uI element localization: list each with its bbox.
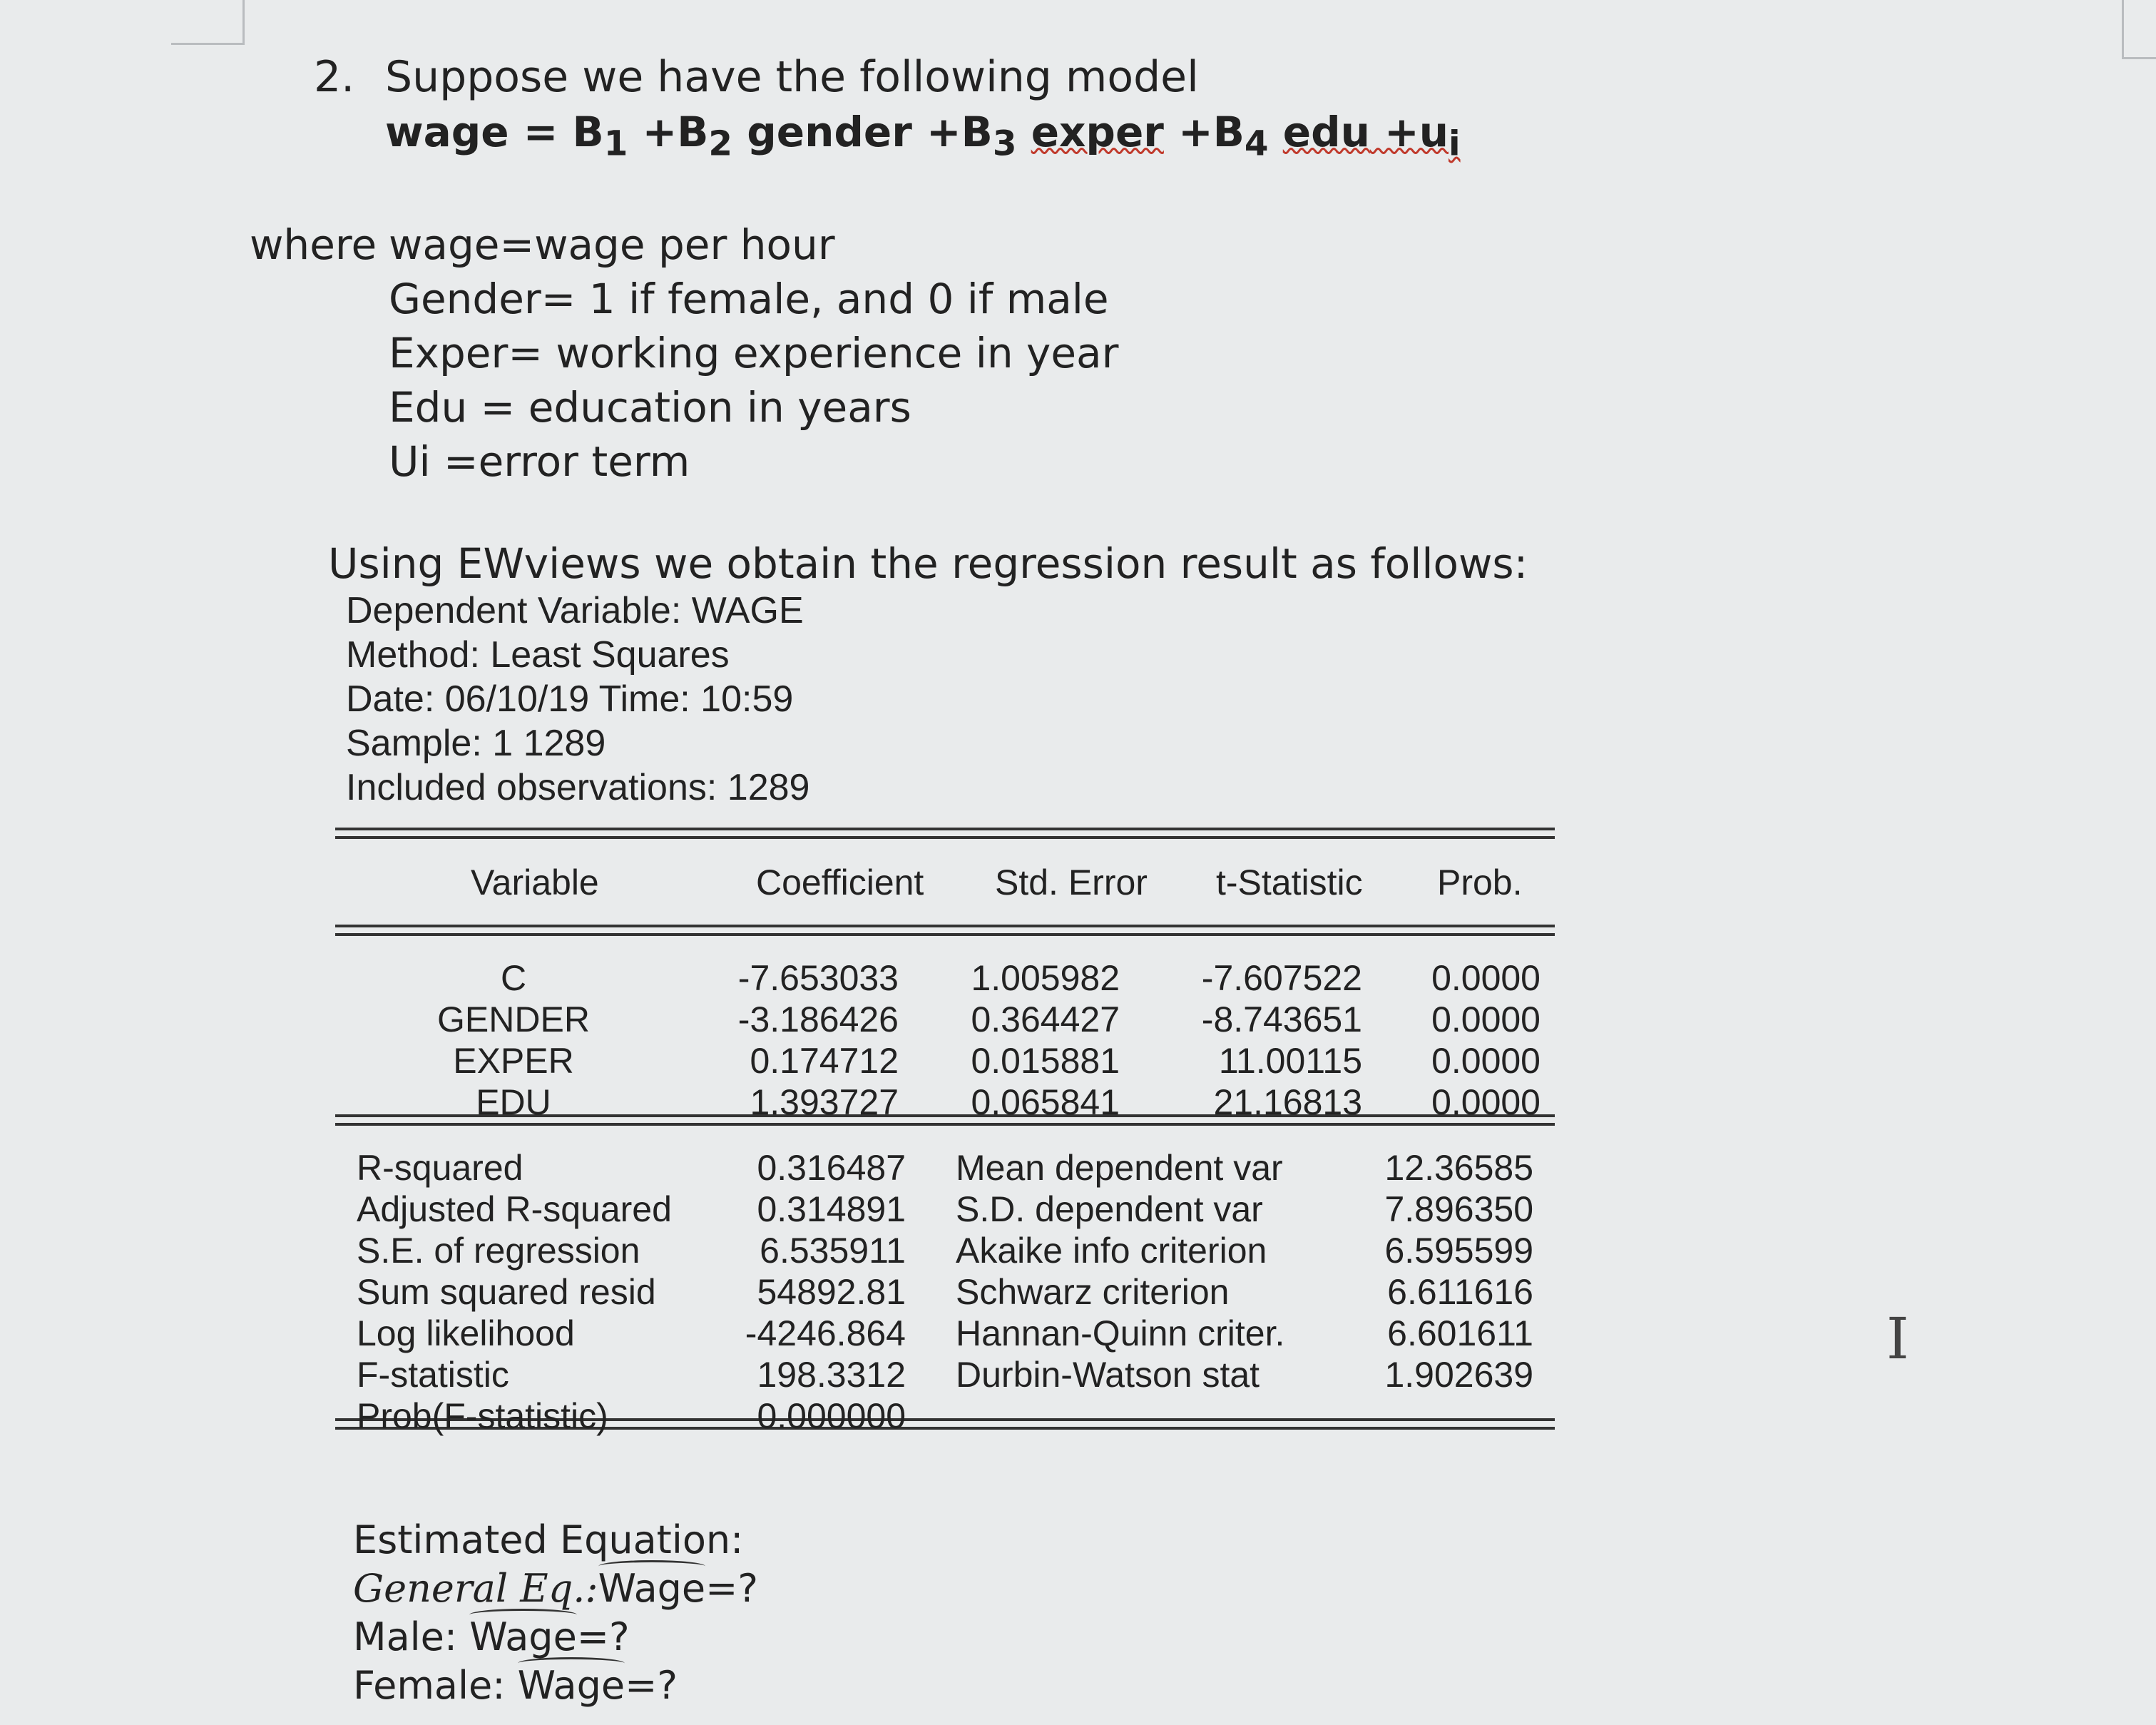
stat-label: Durbin-Watson stat <box>956 1355 1260 1395</box>
female-equation-line: Female: Wage=? <box>353 1662 758 1710</box>
general-equation-line: General Eq.:Wage=? <box>353 1564 758 1613</box>
table-divider <box>335 828 1555 839</box>
stat-value: 7.896350 <box>1384 1189 1533 1229</box>
where-label: where <box>250 220 377 269</box>
stat-value: 6.595599 <box>1384 1231 1533 1271</box>
table-cell: 0.065841 <box>971 1082 1120 1122</box>
question-line <box>314 50 1199 104</box>
stat-label: S.E. of regression <box>357 1231 640 1271</box>
stat-value: 0.000000 <box>757 1396 906 1436</box>
table-cell: -7.607522 <box>1201 958 1362 998</box>
meta-line: Included observations: 1289 <box>346 767 810 808</box>
text-cursor-icon: I <box>1886 1306 1909 1372</box>
definitions-list <box>389 218 1118 489</box>
definition-item: Exper= working experience in year <box>389 329 1119 377</box>
meta-line: Method: Least Squares <box>346 634 730 676</box>
stat-value: 0.314891 <box>757 1189 906 1229</box>
header-t-statistic: t-Statistic <box>1216 862 1363 902</box>
summary-stats <box>335 1126 1555 1436</box>
estimated-title: Estimated Equation: <box>353 1517 744 1562</box>
variable-column <box>392 957 635 1123</box>
stat-value: 6.601611 <box>1387 1313 1533 1353</box>
stats-left-labels <box>357 1147 672 1437</box>
t-statistic-column <box>1134 957 1362 1123</box>
table-cell: 0.364427 <box>971 999 1120 1039</box>
stat-label: R-squared <box>357 1148 523 1188</box>
stat-value: 54892.81 <box>757 1272 906 1312</box>
model-exper-term: exper <box>1031 108 1164 156</box>
table-cell: 0.174712 <box>750 1041 899 1081</box>
stat-label: Prob(F-statistic) <box>357 1396 608 1436</box>
table-cell: -8.743651 <box>1201 999 1362 1039</box>
table-cell: 0.0000 <box>1431 1041 1541 1081</box>
page-corner-mark <box>2122 0 2156 59</box>
meta-line: Sample: 1 1289 <box>346 723 606 764</box>
stat-label: Log likelihood <box>357 1313 575 1353</box>
coefficient-rows <box>335 936 1555 1122</box>
stat-label: Schwarz criterion <box>956 1272 1230 1312</box>
table-cell: 0.0000 <box>1431 1082 1541 1122</box>
question-number: 2. <box>314 52 355 102</box>
table-cell: EDU <box>476 1082 551 1122</box>
definition-item: Gender= 1 if female, and 0 if male <box>389 275 1109 323</box>
stat-value: 198.3312 <box>757 1355 906 1395</box>
intro-text: Using EWviews we obtain the regression result as follows: <box>328 539 1528 588</box>
table-cell: 0.0000 <box>1431 958 1541 998</box>
stat-label: Sum squared resid <box>357 1272 656 1312</box>
stats-left-values <box>685 1147 906 1437</box>
stat-label: Adjusted R-squared <box>357 1189 672 1229</box>
header-variable: Variable <box>471 862 599 902</box>
stat-label: Hannan-Quinn criter. <box>956 1313 1285 1353</box>
model-edu-term: edu <box>1282 108 1370 156</box>
table-cell: 1.005982 <box>971 958 1120 998</box>
table-cell: 11.00115 <box>1218 1041 1362 1081</box>
page-corner-mark <box>171 0 245 45</box>
stat-value: -4246.864 <box>745 1313 906 1353</box>
table-cell: 21.16813 <box>1213 1082 1362 1122</box>
definition-item: Ui =error term <box>389 437 690 486</box>
regression-table <box>335 828 1555 1436</box>
stat-label: S.D. dependent var <box>956 1189 1263 1229</box>
table-cell: -3.186426 <box>737 999 899 1039</box>
table-cell: EXPER <box>453 1041 574 1081</box>
table-cell: -7.653033 <box>737 958 899 998</box>
table-divider <box>335 925 1555 936</box>
table-cell: C <box>500 958 527 998</box>
question-text: Suppose we have the following model <box>385 52 1199 102</box>
std-error-column <box>927 957 1120 1123</box>
meta-line: Dependent Variable: WAGE <box>346 590 804 631</box>
stat-label: Akaike info criterion <box>956 1231 1267 1271</box>
prob-column <box>1384 957 1541 1123</box>
definition-item: wage=wage per hour <box>389 220 835 269</box>
stats-right-labels <box>956 1147 1284 1395</box>
stat-value: 0.316487 <box>757 1148 906 1188</box>
stats-right-values <box>1334 1147 1533 1395</box>
stat-label: Mean dependent var <box>956 1148 1283 1188</box>
stat-value: 6.535911 <box>760 1231 906 1271</box>
table-cell: 0.0000 <box>1431 999 1541 1039</box>
stat-value: 6.611616 <box>1387 1272 1533 1312</box>
meta-line: Date: 06/10/19 Time: 10:59 <box>346 678 794 720</box>
male-equation-line: Male: Wage=? <box>353 1613 758 1662</box>
definition-item: Edu = education in years <box>389 383 911 432</box>
regression-meta <box>346 589 809 810</box>
stat-value: 12.36585 <box>1384 1148 1533 1188</box>
table-header <box>335 839 1555 925</box>
header-prob: Prob. <box>1437 862 1523 902</box>
header-std-error: Std. Error <box>995 862 1148 902</box>
stat-label: F-statistic <box>357 1355 509 1395</box>
table-cell: 0.015881 <box>971 1041 1120 1081</box>
estimated-equation <box>353 1516 758 1710</box>
model-equation: wage = $B_1 +B_2$ gender $+B_3$ exper $+B_4$ edu $+u_i$ <box>385 108 1461 164</box>
table-cell: GENDER <box>437 999 590 1039</box>
coefficient-column <box>706 957 899 1123</box>
stat-value: 1.902639 <box>1384 1355 1533 1395</box>
table-cell: 1.393727 <box>750 1082 899 1122</box>
header-coefficient: Coefficient <box>756 862 924 902</box>
